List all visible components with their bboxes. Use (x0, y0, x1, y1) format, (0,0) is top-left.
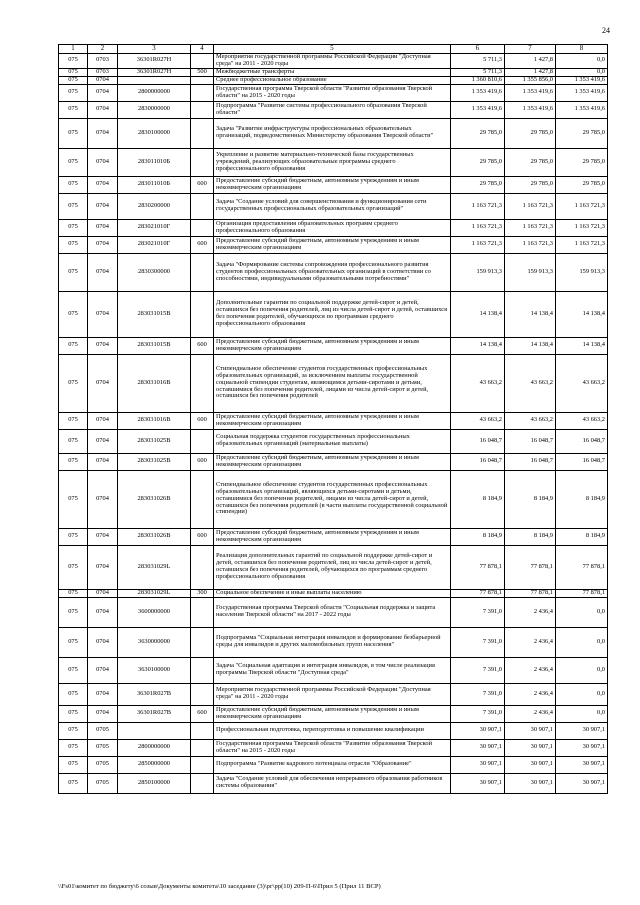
target-article-cell: 2800000000 (118, 739, 191, 756)
description-cell: Предоставление субсидий бюджетным, автономным учреждениям и иным некоммерческим организациям (214, 337, 451, 354)
expense-type-cell (191, 253, 214, 291)
amount-2020-cell: 14 138,4 (556, 291, 608, 337)
amount-2019-cell: 1 163 721,3 (505, 219, 556, 236)
expense-type-cell: 300 (191, 589, 214, 597)
table-row (59, 429, 608, 453)
expense-type-cell (191, 219, 214, 236)
amount-2019-cell: 8 184,9 (505, 528, 556, 545)
expense-type-cell (191, 773, 214, 793)
expense-type-cell (191, 657, 214, 683)
header-cell: 8 (556, 45, 608, 54)
description-cell: Государственная программа Тверской области "Социальная поддержка и защита населения Тверской области" на 2017 - 2022 годы (214, 597, 451, 627)
description-cell: Стипендиальное обеспечение студентов государственных профессиональных образовательных организаций, за исключением выплаты государственной социальной стипендии студентам, являющимся детьми-сиротами и детьми, оставшимися без попечения родителей, лицами из числа детей-сирот и детей, оставшихся без попечения родителей (214, 354, 451, 412)
header-cell: 7 (505, 45, 556, 54)
table-row (59, 545, 608, 589)
admin-code-cell: 075 (59, 337, 88, 354)
amount-2018-cell: 1 353 419,6 (451, 84, 505, 101)
section-code-cell: 0704 (88, 291, 118, 337)
table-row (59, 84, 608, 101)
expense-type-cell (191, 54, 214, 69)
amount-2020-cell: 29 785,0 (556, 148, 608, 176)
target-article-cell: 283031026В (118, 528, 191, 545)
amount-2018-cell: 77 878,1 (451, 589, 505, 597)
admin-code-cell: 075 (59, 176, 88, 193)
amount-2020-cell: 29 785,0 (556, 176, 608, 193)
section-code-cell: 0704 (88, 453, 118, 470)
table-row (59, 528, 608, 545)
table-row (59, 773, 608, 793)
expense-type-cell: 600 (191, 528, 214, 545)
table-row (59, 453, 608, 470)
expense-type-cell (191, 148, 214, 176)
admin-code-cell: 075 (59, 657, 88, 683)
amount-2019-cell: 77 878,1 (505, 545, 556, 589)
admin-code-cell: 075 (59, 627, 88, 657)
expense-type-cell: 600 (191, 236, 214, 253)
amount-2019-cell: 16 048,7 (505, 429, 556, 453)
budget-table (58, 44, 608, 794)
table-row (59, 412, 608, 429)
table-row (59, 176, 608, 193)
amount-2020-cell: 8 184,9 (556, 528, 608, 545)
amount-2018-cell: 14 138,4 (451, 337, 505, 354)
target-article-cell: 36301R027В (118, 683, 191, 705)
amount-2019-cell: 1 163 721,3 (505, 193, 556, 219)
expense-type-cell: 600 (191, 176, 214, 193)
expense-type-cell: 600 (191, 337, 214, 354)
section-code-cell: 0704 (88, 683, 118, 705)
expense-type-cell (191, 545, 214, 589)
expense-type-cell (191, 193, 214, 219)
amount-2018-cell: 7 391,0 (451, 657, 505, 683)
section-code-cell: 0704 (88, 429, 118, 453)
target-article-cell: 2830200000 (118, 193, 191, 219)
expense-type-cell (191, 429, 214, 453)
admin-code-cell: 075 (59, 597, 88, 627)
expense-type-cell: 600 (191, 412, 214, 429)
amount-2019-cell: 30 907,1 (505, 722, 556, 739)
section-code-cell: 0704 (88, 101, 118, 118)
header-cell: 1 (59, 45, 88, 54)
table-row (59, 236, 608, 253)
description-cell: Дополнительные гарантии по социальной поддержке детей-сирот и детей, оставшихся без попечения родителей, лиц из числа детей-сирот и детей, оставшихся без попечения родителей, обучающихся по программам среднего профессионального образования (214, 291, 451, 337)
expense-type-cell (191, 101, 214, 118)
amount-2020-cell: 43 663,2 (556, 412, 608, 429)
amount-2019-cell: 29 785,0 (505, 148, 556, 176)
table-row (59, 193, 608, 219)
description-cell: Задача "Создание условий для совершенствования и функционирования сети государственных профессиональных образовательных организаций" (214, 193, 451, 219)
amount-2018-cell: 43 663,2 (451, 354, 505, 412)
amount-2019-cell: 1 355 856,0 (505, 76, 556, 84)
amount-2020-cell: 0,0 (556, 627, 608, 657)
admin-code-cell: 075 (59, 412, 88, 429)
amount-2020-cell: 1 163 721,3 (556, 193, 608, 219)
amount-2018-cell: 16 048,7 (451, 429, 505, 453)
target-article-cell: 36301R027Н (118, 54, 191, 69)
table-row (59, 756, 608, 773)
target-article-cell: 283031029L (118, 589, 191, 597)
amount-2019-cell: 30 907,1 (505, 756, 556, 773)
description-cell: Задача "Формирование системы сопровождения профессионального развития студентов профессиональных образовательных организаций в соответствии со способностями, индивидуальными образовательными потребностями" (214, 253, 451, 291)
target-article-cell: 283021010Г (118, 236, 191, 253)
amount-2018-cell: 77 878,1 (451, 545, 505, 589)
table-row (59, 627, 608, 657)
amount-2018-cell: 1 353 419,6 (451, 101, 505, 118)
section-code-cell: 0704 (88, 589, 118, 597)
expense-type-cell (191, 76, 214, 84)
table-row (59, 683, 608, 705)
expense-type-cell (191, 756, 214, 773)
amount-2018-cell: 159 913,3 (451, 253, 505, 291)
amount-2019-cell: 2 436,4 (505, 627, 556, 657)
admin-code-cell: 075 (59, 236, 88, 253)
admin-code-cell: 075 (59, 76, 88, 84)
amount-2018-cell: 7 391,0 (451, 627, 505, 657)
section-code-cell: 0703 (88, 68, 118, 76)
table-row (59, 219, 608, 236)
table-row (59, 253, 608, 291)
amount-2020-cell: 159 913,3 (556, 253, 608, 291)
amount-2020-cell: 1 353 419,6 (556, 84, 608, 101)
table-row (59, 470, 608, 528)
header-cell: 6 (451, 45, 505, 54)
description-cell: Задача "Создание условий для обеспечения непрерывного образования работников системы образования" (214, 773, 451, 793)
expense-type-cell (191, 722, 214, 739)
admin-code-cell: 075 (59, 219, 88, 236)
description-cell: Предоставление субсидий бюджетным, автономным учреждениям и иным некоммерческим организациям (214, 236, 451, 253)
section-code-cell: 0704 (88, 354, 118, 412)
target-article-cell: 3630100000 (118, 657, 191, 683)
section-code-cell: 0705 (88, 756, 118, 773)
amount-2019-cell: 29 785,0 (505, 118, 556, 148)
section-code-cell: 0704 (88, 470, 118, 528)
amount-2020-cell: 29 785,0 (556, 118, 608, 148)
expense-type-cell (191, 597, 214, 627)
description-cell: Стипендиальное обеспечение студентов государственных профессиональных образовательных организаций, являющихся детьми-сиротами и детьми, оставшимися без попечения родителей, лицами из числа детей-сирот и детей, оставшихся без попечения родителей (в части выплаты государственной социальной стипендии) (214, 470, 451, 528)
target-article-cell: 2800000000 (118, 84, 191, 101)
header-cell: 4 (191, 45, 214, 54)
expense-type-cell: 600 (191, 453, 214, 470)
target-article-cell: 283021010Г (118, 219, 191, 236)
table-row (59, 76, 608, 84)
target-article-cell: 36301R027В (118, 705, 191, 722)
section-code-cell: 0704 (88, 337, 118, 354)
admin-code-cell: 075 (59, 528, 88, 545)
description-cell: Укрепление и развитие материально-технической базы государственных учреждений, реализующих образовательные программы среднего профессионального образования (214, 148, 451, 176)
description-cell: Предоставление субсидий бюджетным, автономным учреждениям и иным некоммерческим организациям (214, 528, 451, 545)
section-code-cell: 0704 (88, 253, 118, 291)
section-code-cell: 0705 (88, 722, 118, 739)
section-code-cell: 0704 (88, 193, 118, 219)
amount-2019-cell: 14 138,4 (505, 337, 556, 354)
table-row (59, 54, 608, 69)
admin-code-cell: 075 (59, 148, 88, 176)
section-code-cell: 0705 (88, 739, 118, 756)
expense-type-cell (191, 291, 214, 337)
table-row (59, 148, 608, 176)
amount-2018-cell: 8 184,9 (451, 528, 505, 545)
target-article-cell: 283011010Б (118, 148, 191, 176)
table-row (59, 597, 608, 627)
amount-2020-cell: 1 163 721,3 (556, 236, 608, 253)
amount-2020-cell: 0,0 (556, 705, 608, 722)
section-code-cell: 0704 (88, 528, 118, 545)
section-code-cell: 0704 (88, 176, 118, 193)
admin-code-cell: 075 (59, 354, 88, 412)
admin-code-cell: 075 (59, 429, 88, 453)
admin-code-cell: 075 (59, 683, 88, 705)
target-article-cell: 283031016В (118, 412, 191, 429)
table-row (59, 337, 608, 354)
admin-code-cell: 075 (59, 193, 88, 219)
admin-code-cell: 075 (59, 253, 88, 291)
description-cell: Предоставление субсидий бюджетным, автономным учреждениям и иным некоммерческим организациям (214, 176, 451, 193)
amount-2020-cell: 1 353 419,6 (556, 76, 608, 84)
description-cell: Среднее профессиональное образование (214, 76, 451, 84)
amount-2019-cell: 1 353 419,6 (505, 84, 556, 101)
amount-2018-cell: 7 391,0 (451, 683, 505, 705)
target-article-cell: 283011010Б (118, 176, 191, 193)
amount-2018-cell: 29 785,0 (451, 148, 505, 176)
admin-code-cell: 075 (59, 453, 88, 470)
target-article-cell: 2830000000 (118, 101, 191, 118)
header-cell: 2 (88, 45, 118, 54)
amount-2018-cell: 14 138,4 (451, 291, 505, 337)
description-cell: Задача "Развитие инфраструктуры профессиональных образовательных организаций, подведомственных Министерству образования Тверской области" (214, 118, 451, 148)
amount-2020-cell: 1 163 721,3 (556, 219, 608, 236)
amount-2020-cell: 30 907,1 (556, 773, 608, 793)
target-article-cell: 283031015В (118, 291, 191, 337)
section-code-cell: 0704 (88, 627, 118, 657)
header-cell: 5 (214, 45, 451, 54)
target-article-cell: 283031026В (118, 470, 191, 528)
section-code-cell: 0704 (88, 657, 118, 683)
amount-2019-cell: 1 163 721,3 (505, 236, 556, 253)
admin-code-cell: 075 (59, 118, 88, 148)
expense-type-cell: 600 (191, 705, 214, 722)
admin-code-cell: 075 (59, 722, 88, 739)
amount-2018-cell: 30 907,1 (451, 756, 505, 773)
amount-2019-cell: 2 436,4 (505, 705, 556, 722)
amount-2020-cell: 30 907,1 (556, 722, 608, 739)
amount-2018-cell: 29 785,0 (451, 118, 505, 148)
description-cell: Государственная программа Тверской области "Развитие образования Тверской области" на 2015 - 2020 годы (214, 84, 451, 101)
description-cell: Подпрограмма "Развитие кадрового потенциала отрасли "Образование" (214, 756, 451, 773)
admin-code-cell: 075 (59, 68, 88, 76)
expense-type-cell (191, 84, 214, 101)
description-cell: Подпрограмма "Развитие системы профессионального образования Тверской области" (214, 101, 451, 118)
amount-2018-cell: 1 163 721,3 (451, 219, 505, 236)
amount-2018-cell: 5 711,3 (451, 54, 505, 69)
amount-2019-cell: 30 907,1 (505, 773, 556, 793)
section-code-cell: 0704 (88, 597, 118, 627)
amount-2020-cell: 0,0 (556, 683, 608, 705)
amount-2020-cell: 14 138,4 (556, 337, 608, 354)
expense-type-cell (191, 739, 214, 756)
description-cell: Подпрограмма "Социальная интеграция инвалидов и формирование безбарьерной среды для инвалидов и других маломобильных групп населения" (214, 627, 451, 657)
amount-2020-cell: 0,0 (556, 54, 608, 69)
expense-type-cell (191, 354, 214, 412)
amount-2018-cell: 1 163 721,3 (451, 193, 505, 219)
file-path-footer: \\Fs01\комитет по бюджету\6 созыв\Документы комитета\10 заседание (3)\рг\рр(10) 209-П-6\Прил 5 (Прил 11 ВСР) (58, 883, 381, 890)
admin-code-cell: 075 (59, 705, 88, 722)
amount-2020-cell: 1 353 419,6 (556, 101, 608, 118)
amount-2020-cell: 77 878,1 (556, 545, 608, 589)
section-code-cell: 0705 (88, 773, 118, 793)
description-cell: Предоставление субсидий бюджетным, автономным учреждениям и иным некоммерческим организациям (214, 412, 451, 429)
target-article-cell (118, 76, 191, 84)
section-code-cell: 0704 (88, 236, 118, 253)
target-article-cell: 2850100000 (118, 773, 191, 793)
section-code-cell: 0704 (88, 545, 118, 589)
section-code-cell: 0704 (88, 412, 118, 429)
admin-code-cell: 075 (59, 470, 88, 528)
amount-2020-cell: 43 663,2 (556, 354, 608, 412)
amount-2020-cell: 77 878,1 (556, 589, 608, 597)
description-cell: Задача "Социальная адаптация и интеграция инвалидов, в том числе реализация программы Тверской области "Доступная среда" (214, 657, 451, 683)
target-article-cell: 2830100000 (118, 118, 191, 148)
table-row (59, 722, 608, 739)
description-cell: Профессиональная подготовка, переподготовка и повышение квалификации (214, 722, 451, 739)
description-cell: Предоставление субсидий бюджетным, автономным учреждениям и иным некоммерческим организациям (214, 705, 451, 722)
amount-2018-cell: 30 907,1 (451, 722, 505, 739)
admin-code-cell: 075 (59, 739, 88, 756)
description-cell: Мероприятия государственной программы Российской Федерации "Доступная среда" на 2011 - 2020 годы (214, 54, 451, 69)
amount-2019-cell: 77 878,1 (505, 589, 556, 597)
description-cell: Социальная поддержка студентов государственных профессиональных образовательных организаций (материальные выплаты) (214, 429, 451, 453)
amount-2020-cell: 8 184,9 (556, 470, 608, 528)
description-cell: Государственная программа Тверской области "Развитие образования Тверской области" на 2015 - 2020 годы (214, 739, 451, 756)
target-article-cell: 283031025В (118, 429, 191, 453)
expense-type-cell (191, 470, 214, 528)
amount-2019-cell: 1 427,8 (505, 68, 556, 76)
description-cell: Социальное обеспечение и иные выплаты населению (214, 589, 451, 597)
expense-type-cell (191, 683, 214, 705)
amount-2019-cell: 1 353 419,6 (505, 101, 556, 118)
admin-code-cell: 075 (59, 101, 88, 118)
amount-2018-cell: 7 391,0 (451, 597, 505, 627)
expense-type-cell: 500 (191, 68, 214, 76)
admin-code-cell: 075 (59, 756, 88, 773)
table-row (59, 739, 608, 756)
amount-2019-cell: 16 048,7 (505, 453, 556, 470)
amount-2018-cell: 1 360 810,6 (451, 76, 505, 84)
amount-2020-cell: 0,0 (556, 657, 608, 683)
target-article-cell: 2830300000 (118, 253, 191, 291)
table-row (59, 291, 608, 337)
description-cell: Межбюджетные трансферты (214, 68, 451, 76)
amount-2018-cell: 29 785,0 (451, 176, 505, 193)
amount-2019-cell: 2 436,4 (505, 597, 556, 627)
amount-2019-cell: 29 785,0 (505, 176, 556, 193)
amount-2018-cell: 5 711,3 (451, 68, 505, 76)
section-code-cell: 0704 (88, 219, 118, 236)
table-row (59, 118, 608, 148)
section-code-cell: 0704 (88, 705, 118, 722)
amount-2018-cell: 43 663,2 (451, 412, 505, 429)
description-cell: Реализация дополнительных гарантий по социальной поддержке детей-сирот и детей, оставшихся без попечения родителей, лиц из числа детей-сирот и детей, оставшихся без попечения родителей, обучающихся по программам среднего профессионального образования (214, 545, 451, 589)
admin-code-cell: 075 (59, 773, 88, 793)
expense-type-cell (191, 627, 214, 657)
target-article-cell: 283031029L (118, 545, 191, 589)
amount-2020-cell: 0,0 (556, 597, 608, 627)
target-article-cell: 3600000000 (118, 597, 191, 627)
amount-2018-cell: 1 163 721,3 (451, 236, 505, 253)
admin-code-cell: 075 (59, 545, 88, 589)
table-row (59, 657, 608, 683)
amount-2019-cell: 43 663,2 (505, 412, 556, 429)
target-article-cell: 36301R027Н (118, 68, 191, 76)
description-cell: Мероприятия государственной программы Российской Федерации "Доступная среда" на 2011 - 2020 годы (214, 683, 451, 705)
amount-2019-cell: 8 184,9 (505, 470, 556, 528)
target-article-cell: 2850000000 (118, 756, 191, 773)
amount-2020-cell: 16 048,7 (556, 453, 608, 470)
header-cell: 3 (118, 45, 191, 54)
amount-2020-cell: 0,0 (556, 68, 608, 76)
target-article-cell (118, 722, 191, 739)
amount-2020-cell: 30 907,1 (556, 739, 608, 756)
amount-2019-cell: 14 138,4 (505, 291, 556, 337)
section-code-cell: 0703 (88, 54, 118, 69)
target-article-cell: 3630000000 (118, 627, 191, 657)
description-cell: Предоставление субсидий бюджетным, автономным учреждениям и иным некоммерческим организациям (214, 453, 451, 470)
admin-code-cell: 075 (59, 291, 88, 337)
expense-type-cell (191, 118, 214, 148)
table-row (59, 705, 608, 722)
section-code-cell: 0704 (88, 148, 118, 176)
target-article-cell: 283031015В (118, 337, 191, 354)
admin-code-cell: 075 (59, 589, 88, 597)
amount-2018-cell: 7 391,0 (451, 705, 505, 722)
table-row (59, 101, 608, 118)
amount-2020-cell: 30 907,1 (556, 756, 608, 773)
amount-2019-cell: 2 436,4 (505, 657, 556, 683)
amount-2019-cell: 159 913,3 (505, 253, 556, 291)
admin-code-cell: 075 (59, 84, 88, 101)
target-article-cell: 283031016В (118, 354, 191, 412)
section-code-cell: 0704 (88, 76, 118, 84)
amount-2019-cell: 2 436,4 (505, 683, 556, 705)
page-number: 24 (602, 26, 610, 35)
target-article-cell: 283031025В (118, 453, 191, 470)
amount-2018-cell: 8 184,9 (451, 470, 505, 528)
table-row (59, 354, 608, 412)
amount-2019-cell: 43 663,2 (505, 354, 556, 412)
section-code-cell: 0704 (88, 118, 118, 148)
description-cell: Организация предоставления образовательных программ среднего профессионального образования (214, 219, 451, 236)
amount-2020-cell: 16 048,7 (556, 429, 608, 453)
table-row (59, 589, 608, 597)
section-code-cell: 0704 (88, 84, 118, 101)
amount-2018-cell: 16 048,7 (451, 453, 505, 470)
amount-2018-cell: 30 907,1 (451, 773, 505, 793)
amount-2019-cell: 30 907,1 (505, 739, 556, 756)
amount-2018-cell: 30 907,1 (451, 739, 505, 756)
admin-code-cell: 075 (59, 54, 88, 69)
amount-2019-cell: 1 427,8 (505, 54, 556, 69)
